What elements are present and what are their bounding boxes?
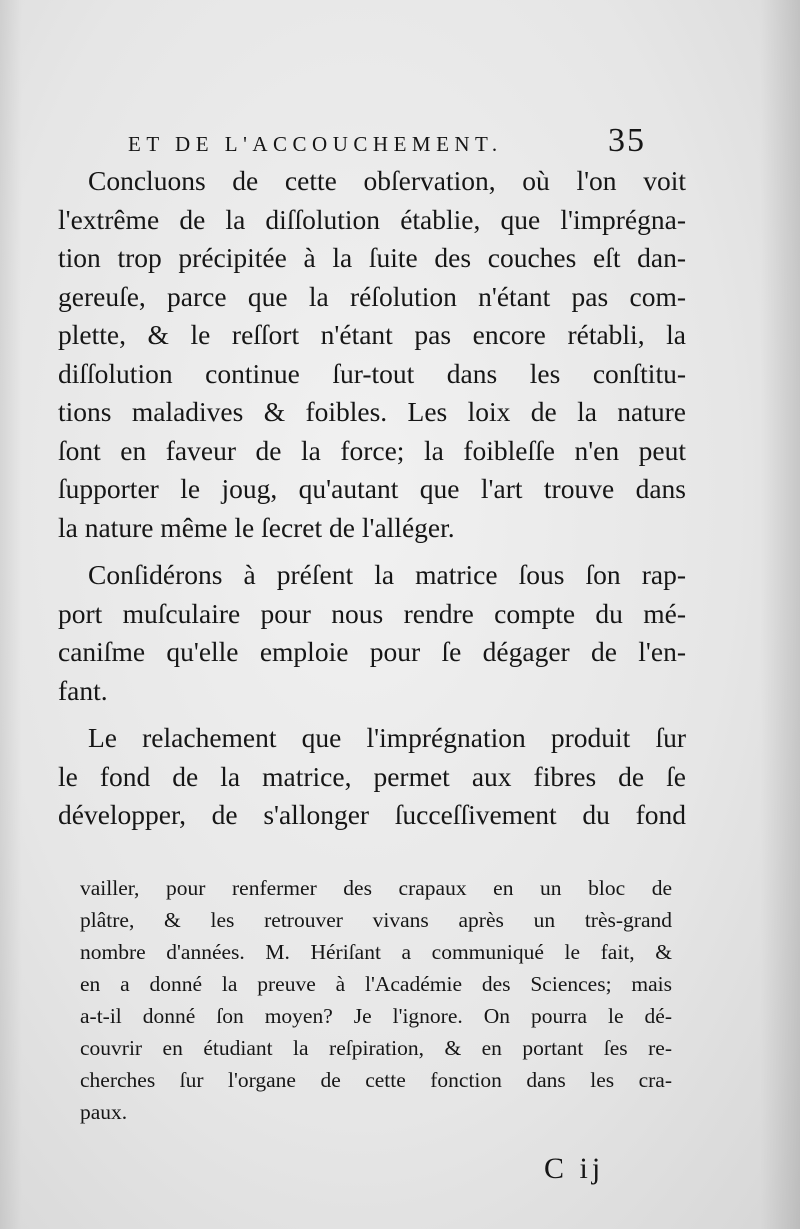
text-line: Conſidérons à préſent la matrice ſous ſon rap-	[88, 559, 686, 590]
text-line: diſſolution continue ſur-tout dans les conſtitu-	[58, 357, 686, 389]
footnote-line: cherches ſur l'organe de cette fonction dans les cra-	[80, 1068, 672, 1092]
footnote-line: paux.	[80, 1100, 128, 1124]
text-line: caniſme qu'elle emploie pour ſe dégager de l'en-	[58, 636, 686, 667]
text-line: développer, de s'allonger ſucceſſivement du fond	[58, 799, 686, 830]
paragraph-3	[58, 719, 686, 835]
signature-mark: C ij	[544, 1152, 605, 1185]
body-text	[58, 162, 686, 835]
footnote-line: vailler, pour renfermer des crapaux en un bloc de	[80, 876, 672, 900]
text-line: ſont en faveur de la force; la foibleſſe n'en peut	[58, 434, 686, 466]
page-edge-shadow-right	[760, 0, 800, 1229]
text-line: ſupporter le joug, qu'autant que l'art trouve dans	[58, 473, 686, 504]
text-line: l'extrême de la diſſolution établie, que l'imprégna-	[58, 203, 686, 235]
footnote-line: plâtre, & les retrouver vivans après un très-grand	[80, 908, 672, 932]
text-line: Concluons de cette obſervation, où l'on voit	[88, 165, 686, 196]
running-head: ET DE L'ACCOUCHEMENT.	[128, 132, 503, 156]
page-edge-shadow-left	[0, 0, 22, 1229]
footnote-line: couvrir en étudiant la reſpiration, & en portant ſes re-	[80, 1036, 672, 1060]
footnote-line: a-t-il donné ſon moyen? Je l'ignore. On pourra le dé-	[80, 1004, 672, 1028]
text-line: fant.	[58, 674, 108, 706]
text-line: Le relachement que l'imprégnation produit ſur	[88, 722, 686, 753]
text-line: tion trop précipitée à la ſuite des couches eſt dan-	[58, 242, 686, 273]
text-line: plette, & le reſſort n'étant pas encore rétabli, la	[58, 319, 686, 350]
footnote	[80, 872, 672, 1128]
text-line: gereuſe, parce que la réſolution n'étant pas com-	[58, 280, 686, 312]
paragraph-1	[58, 162, 686, 547]
footnote-line: en a donné la preuve à l'Académie des Sciences; mais	[80, 972, 672, 996]
text-line: tions maladives & foibles. Les loix de la nature	[58, 396, 686, 427]
page-number: 35	[608, 122, 646, 159]
text-line: le fond de la matrice, permet aux fibres de ſe	[58, 760, 686, 792]
text-line: la nature même le ſecret de l'alléger.	[58, 511, 455, 543]
paragraph-2	[58, 556, 686, 710]
text-line: port muſculaire pour nous rendre compte du mé-	[58, 597, 686, 629]
footnote-line: nombre d'années. M. Hériſant a communiqué le fait, &	[80, 940, 672, 964]
